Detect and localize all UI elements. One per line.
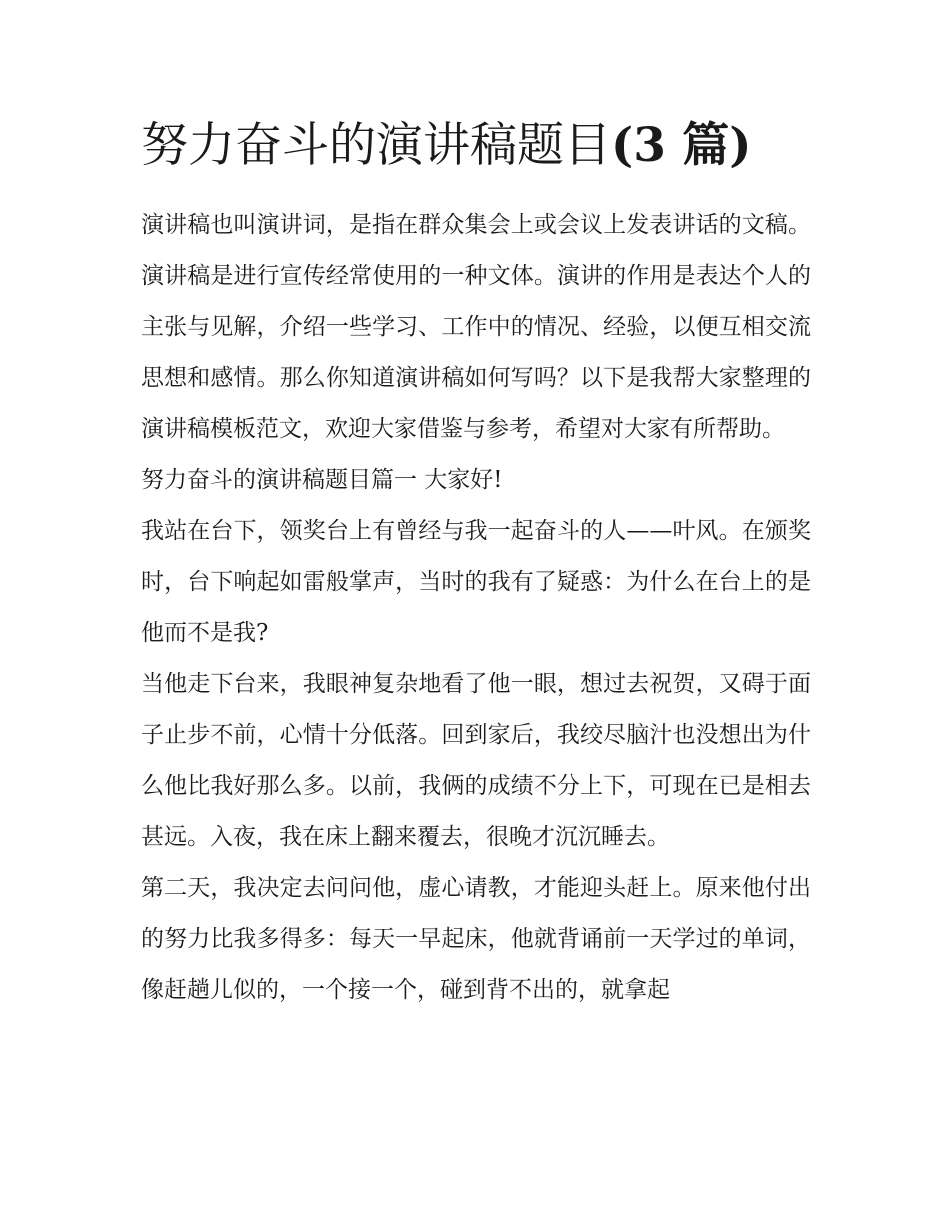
title-text: 努力奋斗的演讲稿题目 [141, 118, 611, 173]
paragraph-intro: 演讲稿也叫演讲词，是指在群众集会上或会议上发表讲话的文稿。演讲稿是进行宣传经常使用的一种文体。演讲的作用是表达个人的主张与见解，介绍一些学习、工作中的情况、经验，以便互相交流思想和感情。那么你知道演讲稿如何写吗？以下是我帮大家整理的演讲稿模板范文，欢迎大家借鉴与参考，希望对大家有所帮助。 [141, 212, 811, 442]
title-count: (3 篇) [611, 118, 752, 173]
document-body [141, 110, 811, 1016]
paragraph-section-heading: 努力奋斗的演讲稿题目篇一 大家好! [141, 467, 503, 493]
paragraph-reflection: 当他走下台来，我眼神复杂地看了他一眼，想过去祝贺，又碍于面子止步不前，心情十分低落。回到家后，我绞尽脑汁也没想出为什么他比我好那么多。以前，我俩的成绩不分上下，可现在已是相去甚远。入夜，我在床上翻来覆去，很晚才沉沉睡去。 [141, 671, 811, 850]
paragraph-next-day: 第二天，我决定去问问他，虚心请教，才能迎头赶上。原来他付出的努力比我多得多：每天一早起床，他就背诵前一天学过的单词，像赶趟儿似的，一个接一个，碰到背不出的，就拿起 [141, 875, 811, 1003]
paragraph-award: 我站在台下，领奖台上有曾经与我一起奋斗的人——叶风。在颁奖时，台下响起如雷般掌声，当时的我有了疑惑：为什么在台上的是他而不是我? [141, 518, 811, 646]
document-title [141, 110, 811, 182]
